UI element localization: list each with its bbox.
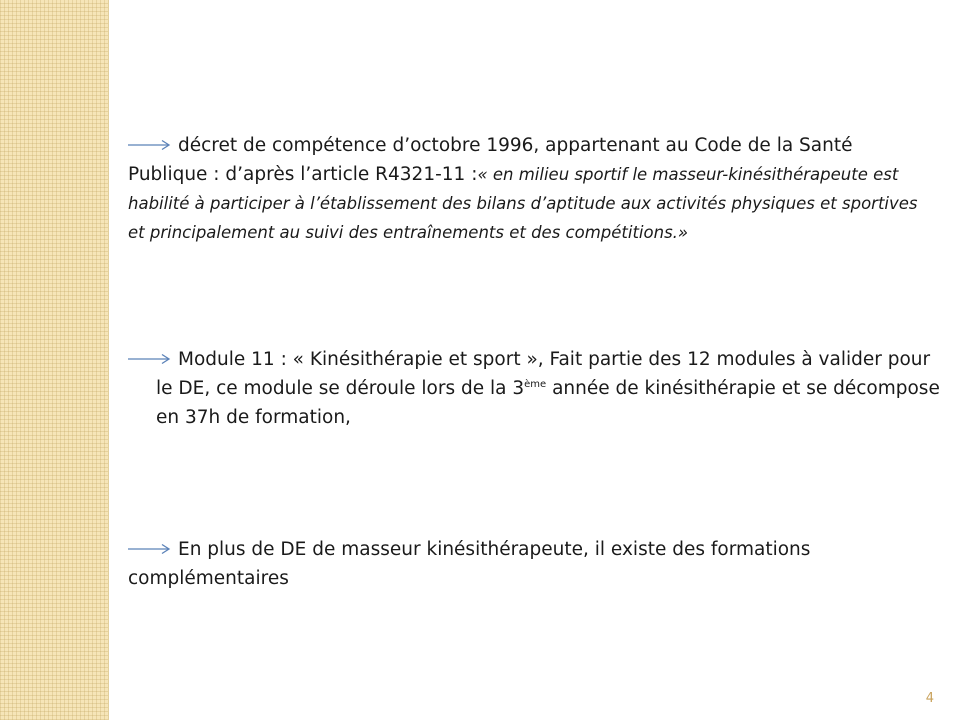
formations-text: En plus de DE de masseur kinésithérapeute, il existe des formations complémentaires: [128, 539, 811, 589]
module-text-end: année de kinésithérapie et se décompose en 37h de formation,: [156, 378, 940, 428]
paragraph-module: [128, 345, 946, 432]
arrow-right-icon: [128, 353, 172, 365]
page-number: 4: [925, 691, 934, 706]
arrow-right-icon: [128, 139, 172, 151]
paragraph-decret: [128, 131, 918, 247]
decret-quote: « en milieu sportif le masseur-kinésithérapeute est habilité à participer à l’établissement des bilans d’aptitude aux activités physiques et sportives et principalement au suivi des entraînements et des compétitions.»: [128, 165, 918, 242]
paragraph-formations: [128, 535, 918, 593]
module-superscript: ème: [524, 378, 547, 390]
module-text-start: Module 11 : « Kinésithérapie et sport », Fait partie des 12 modules à valider pour le DE, ce module se déroule lors de la 3: [156, 349, 931, 399]
decret-text: décret de compétence d’octobre 1996, appartenant au Code de la Santé Publique : d’après l’article R4321-11 :: [128, 135, 853, 185]
arrow-right-icon: [128, 543, 172, 555]
decorative-side-band: [0, 0, 109, 720]
